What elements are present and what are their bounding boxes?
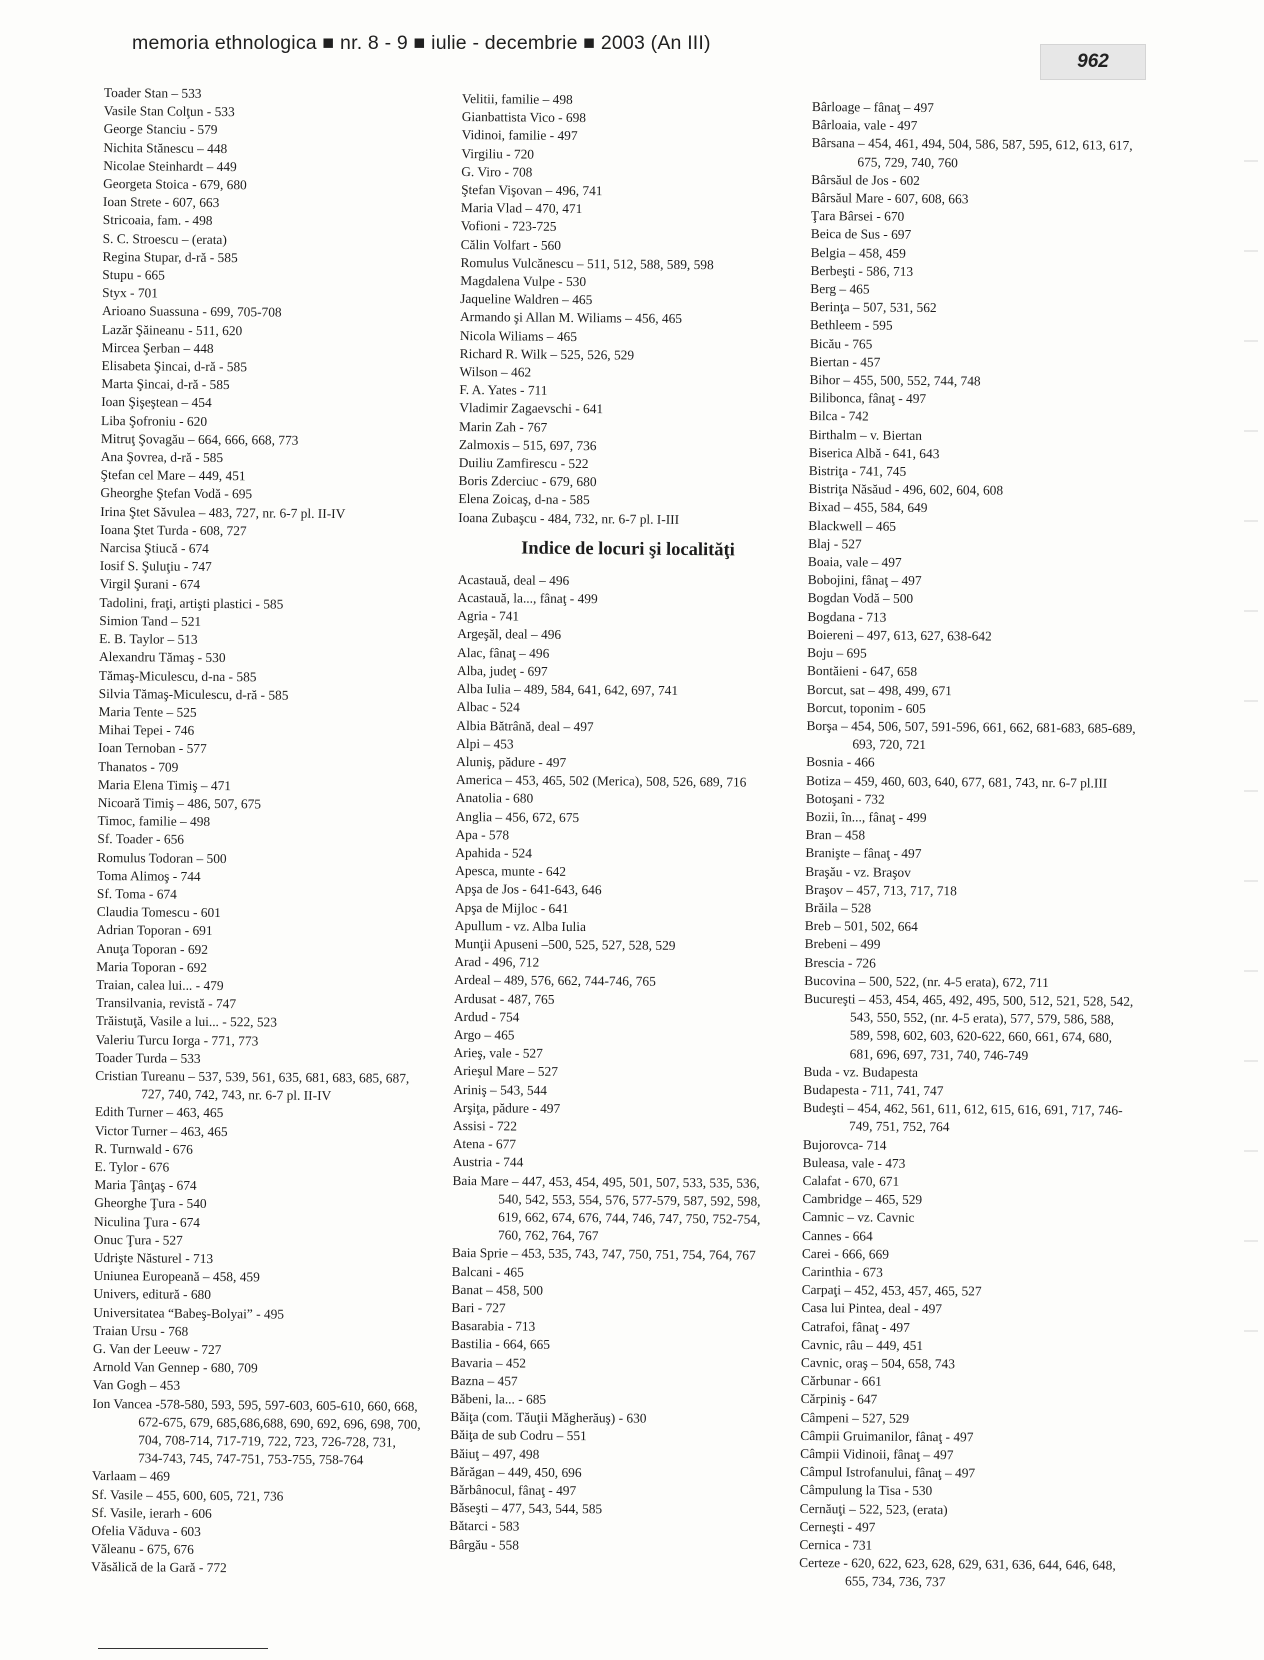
index-entry: Ioan Şişeştean – 454: [101, 394, 212, 411]
index-entry: Ardud - 754: [453, 1008, 520, 1025]
index-entry: Bârsăul de Jos - 602: [811, 171, 920, 188]
index-entry: Varlaam – 469: [91, 1468, 171, 1485]
index-entry: Silvia Tămaş-Miculescu, d-ră - 585: [98, 685, 289, 703]
index-entry: Stricoaia, fam. - 498: [102, 212, 213, 229]
index-entry: Buleasa, vale - 473: [802, 1154, 906, 1171]
index-entry: Thanatos - 709: [97, 758, 179, 775]
index-entry: Balcani - 465: [451, 1263, 524, 1280]
section-title: Indice de locuri şi localităţi: [521, 538, 735, 561]
index-entry: Băiţa (com. Tăuţii Măgherăuş) - 630: [450, 1409, 647, 1426]
index-entry: Ion Vancea -578-580, 593, 595, 597-603, 605-610, 660, 668, 672-675, 679, 685,686,688, 690, 692, 696, 698, 700, 704, 708-714, 717-719, 722, 723, 726-728, 731, 734-743, 745, 747-751, 753-755, 758-764: [92, 1395, 421, 1468]
index-entry: Calafat - 670, 671: [802, 1172, 900, 1189]
index-entry: Basarabia - 713: [451, 1318, 536, 1334]
index-entry: Mitruţ Şovagău – 664, 666, 668, 773: [100, 430, 299, 448]
index-entry: F. A. Yates - 711: [459, 382, 548, 399]
index-entry: Ardeal – 489, 576, 662, 744-746, 765: [454, 972, 656, 990]
index-entry: Valeriu Turcu Iorga - 771, 773: [95, 1031, 259, 1048]
index-entry: Alpi – 453: [456, 735, 514, 752]
index-entry: Victor Turner – 463, 465: [94, 1122, 228, 1139]
footer-rule: [98, 1648, 268, 1649]
index-entry: Acastauă, la..., fânaţ - 499: [457, 590, 598, 607]
index-entry: Wilson – 462: [459, 364, 532, 380]
index-entry: Bucureşti – 453, 454, 465, 492, 495, 500, 512, 521, 528, 542, 543, 550, 552, (nr. 4-5 erata), 577, 579, 586, 588, 589, 598, 602, 603, 620-622, 660, 661, 674, 680, 681, 696, 697, 731, 740, 746-749: [804, 990, 1134, 1063]
index-entry: Bârloaia, vale - 497: [811, 117, 918, 134]
index-entry: Magdalena Vulpe - 530: [460, 273, 587, 290]
index-entry: Banat – 458, 500: [451, 1281, 544, 1298]
index-entry: Nichita Stănescu – 448: [103, 139, 228, 156]
index-entry: Armando şi Allan M. Wiliams – 456, 465: [459, 309, 683, 327]
index-entry: George Stanciu - 579: [103, 121, 218, 138]
index-entry: Tadolini, fraţi, artişti plastici - 585: [99, 594, 284, 612]
index-entry: Apesca, munte - 642: [455, 863, 567, 880]
index-entry: Văsălică de la Gară - 772: [90, 1559, 227, 1576]
index-entry: Arad - 496, 712: [454, 954, 540, 970]
index-entry: Cristian Tureanu – 537, 539, 561, 635, 681, 683, 685, 687, 727, 740, 742, 743, nr. 6-7 pl. II-IV: [95, 1067, 410, 1104]
index-entry: Blaj - 527: [808, 535, 862, 552]
index-entry: Mihai Tepei - 746: [98, 722, 195, 738]
index-entry: Claudia Tomescu - 601: [96, 904, 221, 921]
index-entry: Maria Vlad – 470, 471: [460, 200, 583, 217]
index-entry: Birthalm – v. Biertan: [809, 426, 923, 443]
index-entry: Lazăr Şăineanu - 511, 620: [101, 321, 243, 338]
index-entry: Ioan Ternoban - 577: [98, 740, 207, 757]
index-entry: Munţii Apuseni –500, 525, 527, 528, 529: [454, 935, 676, 953]
index-entry: Biertan - 457: [809, 353, 881, 370]
index-entry: Maria Ţânţaş - 674: [94, 1177, 197, 1194]
index-entry: Ardusat - 487, 765: [454, 990, 555, 1007]
index-entry: Cernica - 731: [799, 1536, 873, 1553]
index-entry: Ţara Bârsei - 670: [810, 208, 905, 225]
index-entry: Jaqueline Waldren – 465: [460, 291, 593, 308]
index-entry: Ofelia Văduva - 603: [91, 1522, 201, 1539]
index-entry: Tămaş-Miculescu, d-na - 585: [98, 667, 257, 684]
index-entry: Câmpul Istrofanului, fânaţ – 497: [799, 1464, 976, 1481]
index-entry: Anuţa Toporan - 692: [96, 940, 209, 957]
index-entry: Bicău - 765: [809, 335, 873, 352]
index-entry: Regina Stupar, d-ră - 585: [102, 248, 238, 266]
index-entry: Carpaţi – 452, 453, 457, 465, 527: [801, 1282, 982, 1299]
index-entry: Univers, editură - 680: [93, 1286, 212, 1303]
index-entry: Bătarci - 583: [449, 1518, 520, 1534]
index-entry: Blackwell – 465: [808, 517, 897, 534]
index-column-3: [799, 98, 1142, 1593]
index-entry: Duiliu Zamfirescu - 522: [458, 455, 589, 472]
index-entry: Cărbunar - 661: [800, 1373, 882, 1389]
index-entry: Toader Turda – 533: [95, 1049, 201, 1066]
index-entry: Cavnic, râu – 449, 451: [801, 1336, 924, 1353]
index-entry: Assisi - 722: [452, 1117, 518, 1134]
index-entry: Vofioni - 723-725: [460, 218, 557, 235]
index-entry: Anglia – 456, 672, 675: [455, 808, 580, 825]
index-entry: Băiuţ – 497, 498: [450, 1445, 540, 1462]
index-entry: Ana Şovrea, d-ră - 585: [100, 449, 224, 466]
index-entry: Maria Elena Timiş – 471: [97, 776, 232, 793]
index-entry: Bavaria – 452: [450, 1354, 527, 1371]
index-entry: Zalmoxis – 515, 697, 736: [458, 436, 597, 454]
index-entry: G. Van der Leeuw - 727: [92, 1340, 222, 1358]
index-entry: Bihor – 455, 500, 552, 744, 748: [809, 372, 981, 389]
index-entry: Agria - 741: [457, 608, 520, 624]
places-index: [449, 571, 788, 1557]
index-entry: Bârsana – 454, 461, 494, 504, 586, 587, 595, 612, 613, 617, 675, 729, 740, 760: [811, 135, 1133, 170]
index-entry: Câmpulung la Tisa - 530: [799, 1482, 933, 1499]
index-entry: Timoc, familie – 498: [97, 813, 211, 830]
index-entry: Bilca - 742: [809, 408, 869, 424]
index-entry: Nicola Wiliams – 465: [459, 327, 578, 344]
index-entry: Cărpiniş - 647: [800, 1391, 878, 1408]
scan-margin-noise: [1244, 120, 1258, 1420]
index-entry: Boiereni – 497, 613, 627, 638-642: [807, 626, 992, 644]
index-entry: Bethleem - 595: [809, 317, 893, 334]
index-entry: Bărăgan – 449, 450, 696: [449, 1463, 582, 1480]
index-entry: Alba Iulia – 489, 584, 641, 642, 697, 741: [456, 681, 679, 699]
index-entry: Braşău - vz. Braşov: [805, 863, 911, 880]
index-entry: Arieş, vale - 527: [453, 1045, 543, 1061]
index-entry: Bixad – 455, 584, 649: [808, 499, 928, 516]
index-entry: Marta Şincai, d-ră - 585: [101, 376, 230, 393]
index-entry: Argeşăl, deal – 496: [457, 626, 562, 643]
index-entry: Georgeta Stoica - 679, 680: [103, 176, 247, 193]
index-entry: Irina Ştet Săvulea – 483, 727, nr. 6-7 pl. II-IV: [100, 503, 346, 521]
index-entry: Certeze - 620, 622, 623, 628, 629, 631, 636, 644, 646, 648, 655, 734, 736, 737: [799, 1555, 1116, 1590]
index-entry: Ioan Strete - 607, 663: [102, 194, 220, 211]
index-entry: Berbeşti - 586, 713: [810, 262, 914, 279]
index-entry: Edith Turner – 463, 465: [94, 1104, 224, 1121]
index-entry: Budeşti – 454, 462, 561, 611, 612, 615, 616, 691, 717, 746-749, 751, 752, 764: [803, 1100, 1123, 1135]
index-entry: Ariniş – 543, 544: [453, 1081, 548, 1098]
index-entry: Vasile Stan Colţun - 533: [103, 103, 235, 120]
index-entry: Nicoară Timiş – 486, 507, 675: [97, 794, 262, 812]
index-entry: Botoşani - 732: [805, 790, 885, 807]
index-entry: Camnic – vz. Cavnic: [802, 1209, 915, 1226]
index-column-2: [449, 90, 792, 1557]
index-entry: E. B. Taylor – 513: [99, 631, 198, 647]
index-entry: Arioano Suassuna - 699, 705-708: [101, 303, 282, 320]
index-entry: Van Gogh – 453: [92, 1377, 181, 1394]
index-entry: Albac - 524: [456, 699, 520, 715]
index-entry: Arnold Van Gennep - 680, 709: [92, 1359, 258, 1376]
index-entry: Toader Stan – 533: [103, 84, 202, 101]
index-entry: Carei - 666, 669: [801, 1245, 890, 1262]
index-entry: E. Tylor - 676: [94, 1158, 170, 1175]
index-entry: Brescia - 726: [804, 954, 876, 971]
index-entry: Nicolae Steinhardt – 449: [103, 157, 237, 174]
index-entry: Văleanu - 675, 676: [91, 1541, 194, 1558]
index-entry: Câmpii Vidinoii, fânaţ – 497: [800, 1445, 954, 1463]
index-entry: Maria Toporan - 692: [96, 958, 208, 975]
index-entry: Romulus Todoran – 500: [97, 849, 227, 866]
index-entry: Traian Ursu - 768: [93, 1322, 189, 1339]
index-entry: Sf. Toader - 656: [97, 831, 185, 848]
index-entry: Anatolia - 680: [455, 790, 534, 806]
index-entry: Arşiţa, pădure - 497: [453, 1099, 561, 1116]
index-entry: Boris Zderciuc - 679, 680: [458, 473, 597, 490]
index-entry: Apullum - vz. Alba Iulia: [454, 917, 587, 934]
index-entry: Narcisa Ştiucă - 674: [99, 540, 209, 557]
index-entry: Cernăuţi – 522, 523, (erata): [799, 1500, 948, 1517]
index-entry: Budapesta - 711, 741, 747: [803, 1081, 944, 1099]
index-entry: Bârgău - 558: [449, 1536, 520, 1553]
index-entry: Bistriţa - 741, 745: [808, 463, 907, 479]
index-entry: Baia Mare – 447, 453, 454, 495, 501, 507, 533, 535, 536, 540, 542, 553, 554, 576, 577-579, 587, 592, 598, 619, 662, 674, 676, 744, 746, 747, 750, 752-754, 760, 762, 764, 767: [452, 1172, 761, 1244]
index-entry: Băiţa de sub Codru – 551: [450, 1427, 587, 1444]
index-entry: Austria - 744: [452, 1154, 524, 1170]
index-entry: Apahida - 524: [455, 844, 533, 861]
index-entry: Boju – 695: [807, 645, 867, 661]
index-entry: Bârsăul Mare - 607, 608, 663: [811, 190, 969, 207]
index-entry: Alexandru Tămaş - 530: [98, 649, 226, 666]
index-entry: Băseşti – 477, 543, 544, 585: [449, 1500, 603, 1517]
index-entry: Vladimir Zagaevschi - 641: [459, 400, 604, 417]
index-entry: Liba Şofroniu - 620: [101, 412, 208, 429]
index-entry: Câmpeni – 527, 529: [800, 1409, 910, 1426]
index-entry: Marin Zah - 767: [459, 418, 548, 435]
index-entry: Adrian Toporan - 691: [96, 922, 213, 939]
index-entry: Borcut, sat – 498, 499, 671: [806, 681, 952, 698]
index-entry: Universitatea “Babeş-Bolyai” - 495: [93, 1304, 285, 1322]
index-entry: Biserica Albă - 641, 643: [808, 444, 940, 461]
index-entry: Cavnic, oraş – 504, 658, 743: [800, 1354, 956, 1372]
index-entry: Catrafoi, fânaţ - 497: [801, 1318, 910, 1335]
index-entry: Sf. Vasile, ierarh - 606: [91, 1504, 212, 1521]
index-entry: Berinţa – 507, 531, 562: [810, 299, 937, 316]
index-entry: Maria Tente – 525: [98, 703, 197, 720]
index-entry: Romulus Vulcănescu – 511, 512, 588, 589, 598: [460, 254, 714, 273]
index-entry: Aluniş, pădure - 497: [456, 753, 567, 770]
index-entry: Toma Alimoş - 744: [97, 867, 201, 884]
index-entry: Bărbânocul, fânaţ - 497: [449, 1481, 577, 1499]
index-entry: Traian, calea lui... - 479: [96, 976, 224, 994]
index-entry: Bastilia - 664, 665: [450, 1336, 551, 1353]
index-entry: Bistriţa Năsăud - 496, 602, 604, 608: [808, 481, 1004, 498]
index-entry: Baia Sprie – 453, 535, 743, 747, 750, 751, 754, 764, 767: [451, 1245, 756, 1263]
index-entry: Boaia, vale – 497: [807, 554, 902, 570]
index-entry: Trăistuţă, Vasile a lui... - 522, 523: [95, 1013, 278, 1030]
index-entry: Acastauă, deal – 496: [457, 571, 570, 588]
index-entry: Bari - 727: [451, 1299, 506, 1316]
running-header: memoria ethnologica ■ nr. 8 - 9 ■ iulie - decembrie ■ 2003 (An III): [132, 32, 711, 54]
index-entry: Apşa de Jos - 641-643, 646: [454, 881, 602, 898]
index-entry: Bontăieni - 647, 658: [806, 663, 918, 680]
index-entry: R. Turnwald - 676: [94, 1140, 193, 1157]
index-entry: Borşa – 454, 506, 507, 591-596, 661, 662, 681-683, 685-689, 693, 720, 721: [806, 717, 1136, 753]
index-entry: Velitii, familie – 498: [461, 90, 573, 107]
index-entry: Atena - 677: [452, 1136, 517, 1152]
index-entry: Băbeni, la... - 685: [450, 1390, 547, 1407]
index-entry: Bazna – 457: [450, 1372, 518, 1389]
index-entry: Ştefan Vişovan – 496, 741: [461, 182, 603, 199]
index-entry: Uniunea Europeană – 458, 459: [93, 1268, 260, 1285]
index-entry: Berg – 465: [810, 281, 870, 297]
index-entry: Casa lui Pintea, deal - 497: [801, 1300, 943, 1317]
index-entry: America – 453, 465, 502 (Merica), 508, 526, 689, 716: [455, 772, 747, 790]
index-entry: Călin Volfart - 560: [460, 236, 562, 253]
index-entry: Apa - 578: [455, 826, 510, 843]
index-entry: Onuc Ţura - 527: [93, 1231, 183, 1248]
index-entry: Mircea Şerban – 448: [101, 339, 214, 356]
index-entry: Cambridge – 465, 529: [802, 1191, 923, 1208]
index-entry: G. Viro - 708: [461, 163, 533, 180]
index-entry: Beica de Sus - 697: [810, 226, 912, 243]
index-entry: Vidinoi, familie - 497: [461, 127, 578, 144]
index-entry: Bujorovca- 714: [802, 1136, 887, 1153]
index-entry: Alba, judeţ - 697: [456, 662, 548, 679]
index-entry: Bran – 458: [805, 827, 866, 843]
index-entry: Virgiliu - 720: [461, 145, 535, 162]
index-entry: Carinthia - 673: [801, 1263, 883, 1280]
index-entry: Ioana Ştet Turda - 608, 727: [100, 521, 247, 539]
index-entry: Arieşul Mare – 527: [453, 1063, 559, 1080]
index-entry: Simion Tand – 521: [99, 612, 202, 629]
index-entry: Niculina Ţura - 674: [94, 1213, 201, 1230]
index-entry: Brăila – 528: [804, 899, 872, 916]
index-entry: Bilibonca, fânaţ - 497: [809, 390, 927, 407]
index-entry: Albia Bătrână, deal – 497: [456, 717, 594, 734]
index-entry: Bobojini, fânaţ – 497: [807, 572, 922, 589]
index-entry: Sf. Toma - 674: [96, 885, 177, 902]
index-entry: Bozii, în..., fânaţ - 499: [805, 808, 927, 825]
page-number: 962: [1040, 44, 1146, 80]
index-entry: Gheorghe Ţura - 540: [94, 1195, 207, 1212]
index-entry: Udrişte Năsturel - 713: [93, 1249, 214, 1266]
index-entry: Richard R. Wilk – 525, 526, 529: [459, 345, 635, 363]
index-entry: Stupu - 665: [102, 267, 165, 283]
index-entry: Borcut, toponim - 605: [806, 699, 926, 716]
index-entry: Apşa de Mijloc - 641: [454, 899, 569, 916]
index-entry: Bosnia - 466: [806, 754, 875, 770]
index-entry: Elena Zoicaş, d-na - 585: [458, 491, 590, 508]
index-entry: Alac, fânaţ – 496: [457, 644, 550, 661]
index-entry: Ştefan cel Mare – 449, 451: [100, 467, 246, 484]
index-entry: Cerneşti - 497: [799, 1518, 876, 1535]
index-entry: Breb – 501, 502, 664: [804, 918, 918, 935]
names-index-continued: [458, 90, 792, 530]
index-entry: Transilvania, revistă - 747: [95, 995, 237, 1012]
index-entry: Brebeni – 499: [804, 936, 881, 952]
index-entry: Branişte – fânaţ - 497: [805, 845, 922, 862]
index-entry: Iosif S. Şuluţiu - 747: [99, 558, 212, 575]
index-entry: Bogdana - 713: [807, 608, 887, 625]
index-entry: Braşov – 457, 713, 717, 718: [805, 881, 957, 899]
index-entry: Gheorghe Ştefan Vodă - 695: [100, 485, 253, 502]
index-entry: Bogdan Vodă – 500: [807, 590, 914, 607]
index-entry: Botiza – 459, 460, 603, 640, 677, 681, 743, nr. 6-7 pl.III: [805, 772, 1108, 791]
index-entry: Belgia – 458, 459: [810, 244, 906, 261]
index-column-1: [91, 84, 434, 1579]
index-entry: Cannes - 664: [802, 1227, 873, 1244]
index-entry: Elisabeta Şincai, d-ră - 585: [101, 358, 247, 375]
index-entry: Virgil Şurani - 674: [99, 576, 201, 593]
index-entry: Sf. Vasile – 455, 600, 605, 721, 736: [91, 1486, 284, 1504]
index-entry: Bucovina – 500, 522, (nr. 4-5 erata), 672, 711: [804, 972, 1049, 990]
index-entry: Buda - vz. Budapesta: [803, 1063, 919, 1080]
index-entry: Ioana Zubaşcu - 484, 732, nr. 6-7 pl. I-III: [458, 509, 680, 527]
index-entry: Bârloage – fânaţ – 497: [811, 98, 934, 116]
index-entry: S. C. Stroescu – (erata): [102, 230, 227, 247]
index-entry: Câmpii Gruimanilor, fânaţ - 497: [800, 1427, 974, 1445]
index-entry: Gianbattista Vico - 698: [461, 109, 587, 126]
index-entry: Argo – 465: [453, 1026, 515, 1043]
index-entry: Styx - 701: [102, 285, 159, 301]
